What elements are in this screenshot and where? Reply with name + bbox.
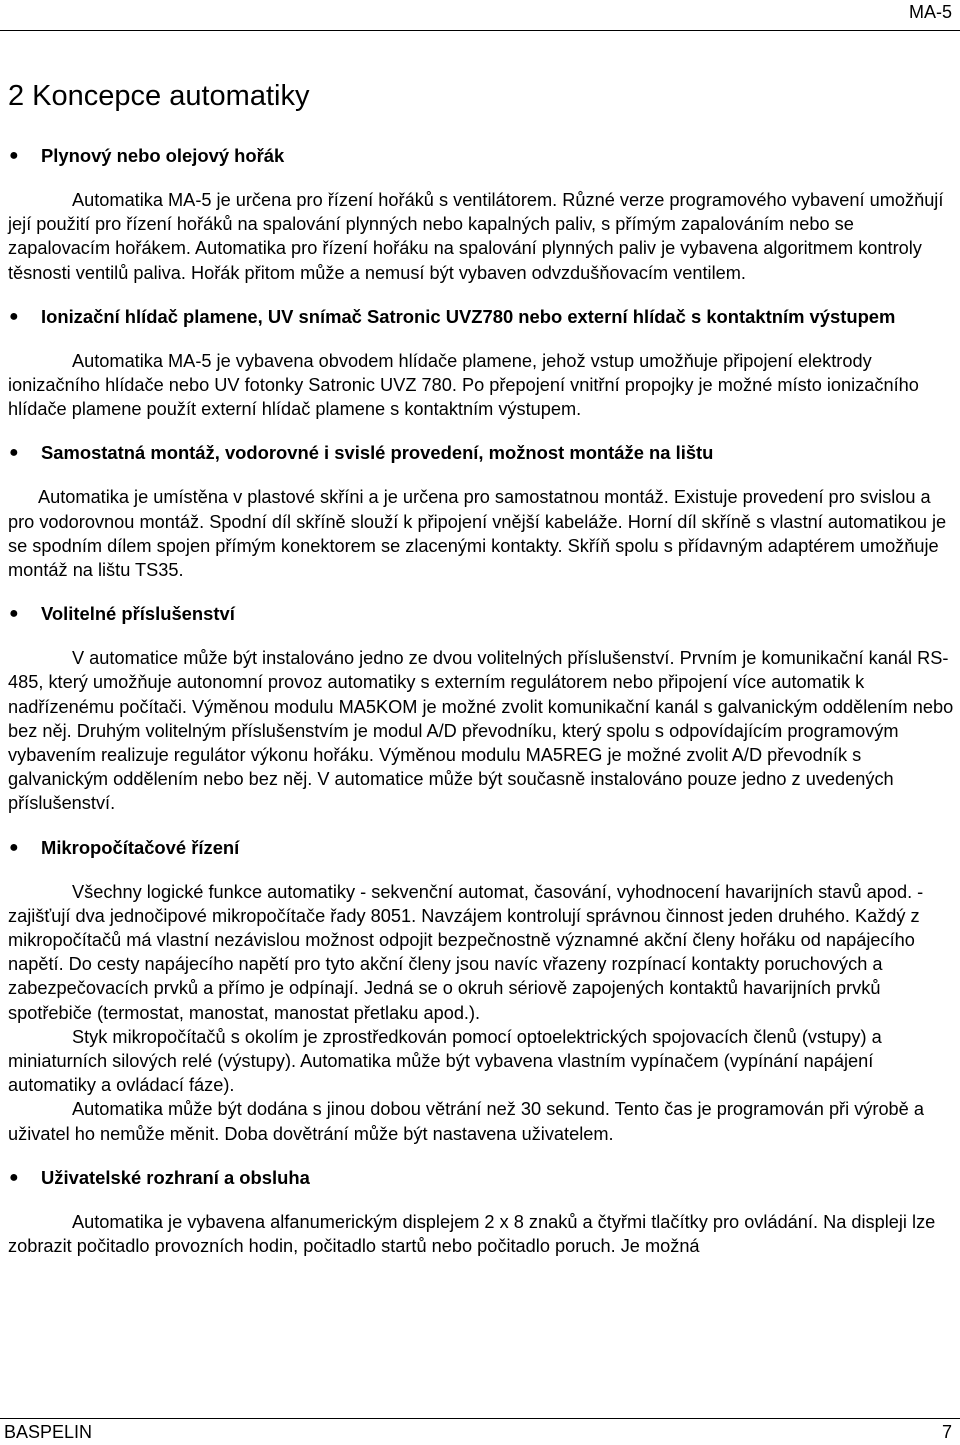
bullet-icon: ●: [9, 1168, 19, 1186]
bullet-icon: ●: [9, 605, 19, 623]
paragraph: Automatika je umístěna v plastové skříni a je určena pro samostatnou montáž. Existuje provedení pro svislou a pro vodorovnou montáž. Spodní díl skříně slouží k připojení vnější kabeláže. Horní díl skříně s vlastní automatikou je se spodním dílem spojen přímým konektorem se zlacenými kontakty. Skříň spolu s přídavným adaptérem umožňuje montáž na lištu TS35.: [8, 487, 947, 581]
section-heading-text: Mikropočítačové řízení: [41, 836, 240, 858]
section-optional-accessories: [8, 602, 954, 815]
section-heading-text: Samostatná montáž, vodorovné i svislé provedení, možnost montáže na lištu: [41, 442, 714, 464]
page-header: [0, 0, 960, 31]
section-burner-type: [8, 144, 954, 285]
section-heading-text: Volitelné příslušenství: [41, 603, 235, 625]
section-heading: [8, 144, 954, 168]
bullet-icon: ●: [9, 147, 19, 164]
paragraph: Automatika MA-5 je vybavena obvodem hlídače plamene, jehož vstup umožňuje připojení elektrody ionizačního hlídače nebo UV fotonky Satronic UVZ 780. Po přepojení vnitřní propojky je možné místo ionizačního hlídače plamene použít externí hlídač plamene s kontaktním výstupem.: [8, 350, 919, 420]
bullet-icon: ●: [9, 444, 19, 462]
section-heading-text: Ionizační hlídač plamene, UV snímač Satronic UVZ780 nebo externí hlídač s kontaktním výstupem: [41, 305, 896, 327]
paragraph: Automatika MA-5 je určena pro řízení hořáků s ventilátorem. Různé verze programového vybavení umožňují její použití pro řízení hořáků na spalování plynných nebo kapalných paliv, s přímým zapalováním nebo se zapalovacím hořákem. Automatika pro řízení hořáku na spalování plynných paliv je vybavena algoritmem kontroly těsnosti ventilů paliva. Hořák přitom může a nemusí být vybaven odvzdušňovacím ventilem.: [8, 190, 944, 283]
section-microcomputer-control: [8, 836, 954, 1146]
section-heading-text: Uživatelské rozhraní a obsluha: [41, 1166, 310, 1188]
document-body: [8, 78, 954, 1258]
section-user-interface: [8, 1166, 954, 1258]
publisher-name: BASPELIN: [4, 1422, 93, 1442]
chapter-title: 2 Koncepce automatiky: [8, 80, 310, 112]
section-heading: [8, 1166, 954, 1190]
paragraph: Automatika může být dodána s jinou dobou větrání než 30 sekund. Tento čas je programován při výrobě a uživatel ho nemůže měnit. Doba dovětrání může být nastavena uživatelem.: [8, 1099, 924, 1144]
section-heading: [8, 305, 954, 329]
section-heading: [8, 836, 954, 860]
paragraph: Automatika je vybavena alfanumerickým displejem 2 x 8 znaků a čtyřmi tlačítky pro ovládání. Na displeji lze zobrazit počitadlo provozních hodin, počitadlo startů nebo počitadlo poruch. Je možná: [8, 1211, 936, 1257]
bullet-icon: ●: [9, 307, 19, 325]
paragraph: Styk mikropočítačů s okolím je zprostředkován pomocí optoelektrických spojovacích členů (vstupy) a miniaturních silových relé (výstupy). Automatika může být vybavena vlastním vypínačem (vypínání napájení automatiky a ovládací fáze).: [8, 1026, 882, 1096]
section-mounting: [8, 441, 954, 582]
bullet-icon: ●: [9, 838, 19, 856]
page-number: 7: [941, 1422, 952, 1442]
section-heading: [8, 441, 954, 465]
section-heading-text: Plynový nebo olejový hořák: [41, 145, 285, 166]
paragraph: V automatice může být instalováno jedno ze dvou volitelných příslušenství. Prvním je komunikační kanál RS-485, který umožňuje autonomní provoz automatiky s externím regulátorem nebo připojení více automatik k nadřízenému počítači. Výměnou modulu MA5KOM je možné zvolit komunikační kanál s galvanickým oddělením nebo bez něj. Druhým volitelným příslušenstvím je modul A/D převodníku, který spolu s odpovídajícím programovým vybavením realizuje regulátor výkonu hořáku. Výměnou modulu MA5REG je možné zvolit A/D převodník s galvanickým oddělením nebo bez něj. V automatice může být současně instalováno pouze jedno z uvedených příslušenství.: [8, 648, 954, 814]
document-code: MA-5: [908, 2, 952, 22]
page-footer: [0, 1418, 960, 1445]
section-heading: [8, 602, 954, 626]
section-flame-monitor: [8, 305, 954, 422]
paragraph: Všechny logické funkce automatiky - sekvenční automat, časování, vyhodnocení havarijních stavů apod. - zajišťují dva jednočipové mikropočítače řady 8051. Navzájem kontrolují správnou činnost jeden druhého. Každý z mikropočítačů má vlastní nezávislou možnost odpojit bezpečnostně významné akční členy hořáku od napájecího napětí. Do cesty napájecího napětí pro tyto akční členy jsou navíc vřazeny rozpínací kontakty poruchových a zabezpečovacích prvků a přímo je odpínají. Jedná se o okruh sériově zapojených kontaktů havarijních prvků spotřebiče (termostat, manostat, manostat přetlaku apod.).: [8, 881, 924, 1023]
